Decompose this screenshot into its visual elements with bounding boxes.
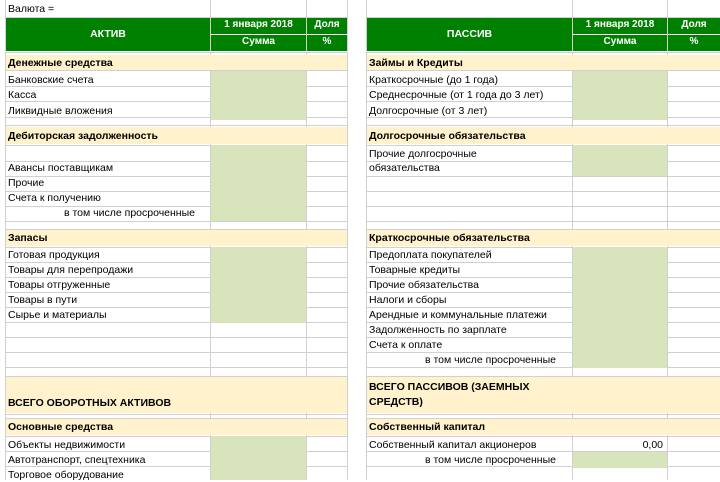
cash-item: Ликвидные вложения	[8, 105, 113, 117]
sum-input-block[interactable]	[211, 247, 306, 323]
cash-section-title: Денежные средства	[8, 57, 113, 69]
grid-line	[366, 52, 720, 53]
share-header: Доля	[307, 18, 347, 34]
cash-item: Касса	[8, 89, 37, 101]
currency-label: Валюта =	[8, 3, 55, 15]
sum-header-right: Сумма	[573, 35, 667, 51]
section-row	[6, 230, 347, 246]
equity-value[interactable]: 0,00	[642, 439, 663, 451]
overdue-label-equity: в том числе просроченные	[425, 454, 556, 466]
overdue-label: в том числе просроченные	[64, 207, 195, 219]
sum-input-block[interactable]	[573, 247, 667, 368]
receivables-item: Счета к получению	[8, 192, 101, 204]
inventory-section-title: Запасы	[8, 232, 48, 244]
inventory-item: Товары для перепродажи	[8, 264, 134, 276]
grid-line	[366, 436, 720, 437]
fixed-item: Автотранспорт, спецтехника	[8, 454, 146, 466]
grid-line	[5, 367, 347, 368]
passiv-header: ПАССИВ	[367, 18, 572, 51]
cash-item: Банковские счета	[8, 74, 94, 86]
sum-input-block[interactable]	[211, 71, 306, 120]
loans-item: Краткосрочные (до 1 года)	[369, 74, 499, 86]
grid-line	[366, 221, 720, 222]
grid-line	[5, 221, 347, 222]
sum-input-block[interactable]	[573, 452, 667, 468]
sum-header: Сумма	[211, 35, 306, 51]
sum-input-block[interactable]	[211, 436, 306, 480]
longterm-section-title: Долгосрочные обязательства	[369, 130, 526, 142]
shortterm-item: Счета к оплате	[369, 339, 443, 351]
shortterm-item: Предоплата покупателей	[369, 249, 492, 261]
activ-header: АКТИВ	[6, 18, 210, 51]
grid-line	[347, 0, 348, 480]
grid-line	[366, 176, 720, 177]
grid-line	[366, 125, 720, 126]
longterm-other-line2: обязательства	[369, 162, 440, 174]
longterm-other-line1: Прочие долгосрочные	[369, 148, 477, 160]
pct-header-right: %	[668, 35, 720, 51]
fixed-item: Торговое оборудование	[8, 469, 124, 481]
pct-header: %	[307, 35, 347, 51]
total-current-assets: ВСЕГО ОБОРОТНЫХ АКТИВОВ	[8, 397, 172, 409]
shortterm-item: Товарные кредиты	[369, 264, 461, 276]
inventory-item: Готовая продукция	[8, 249, 100, 261]
inventory-item: Сырье и материалы	[8, 309, 107, 321]
inventory-item: Товары отгруженные	[8, 279, 111, 291]
grid-line	[5, 52, 347, 53]
total-liabilities-line2: СРЕДСТВ)	[369, 396, 423, 408]
shortterm-section-title: Краткосрочные обязательства	[369, 232, 530, 244]
sum-input-block[interactable]	[211, 145, 306, 221]
date-header: 1 января 2018	[211, 18, 306, 34]
share-header-right: Доля	[668, 18, 720, 34]
grid-line	[5, 337, 347, 338]
loans-item: Долгосрочные (от 3 лет)	[369, 105, 488, 117]
grid-line	[5, 125, 347, 126]
equity-item: Собственный капитал акционеров	[369, 439, 537, 451]
receivables-item: Авансы поставщикам	[8, 162, 114, 174]
grid-line	[5, 414, 347, 415]
fixed-item: Объекты недвижимости	[8, 439, 126, 451]
grid-line	[366, 206, 720, 207]
equity-section-title: Собственный капитал	[369, 421, 486, 433]
inventory-item: Товары в пути	[8, 294, 78, 306]
loans-section-title: Займы и Кредиты	[369, 57, 463, 69]
fixed-section-title: Основные средства	[8, 421, 114, 433]
grid-line	[5, 352, 347, 353]
shortterm-item: Налоги и сборы	[369, 294, 447, 306]
shortterm-item: Задолженность по зарплате	[369, 324, 507, 336]
date-header-right: 1 января 2018	[573, 18, 667, 34]
sum-input-block[interactable]	[573, 71, 667, 120]
loans-item: Среднесрочные (от 1 года до 3 лет)	[369, 89, 544, 101]
receivables-item: Прочие	[8, 177, 45, 189]
sum-input-block[interactable]	[573, 145, 667, 176]
grid-line	[366, 191, 720, 192]
overdue-label-right: в том числе просроченные	[425, 354, 556, 366]
total-liabilities-line1: ВСЕГО ПАССИВОВ (ЗАЕМНЫХ	[369, 381, 530, 393]
grid-line	[366, 414, 720, 415]
receivables-section-title: Дебиторская задолженность	[8, 130, 159, 142]
shortterm-item: Прочие обязательства	[369, 279, 479, 291]
shortterm-item: Арендные и коммунальные платежи	[369, 309, 547, 321]
